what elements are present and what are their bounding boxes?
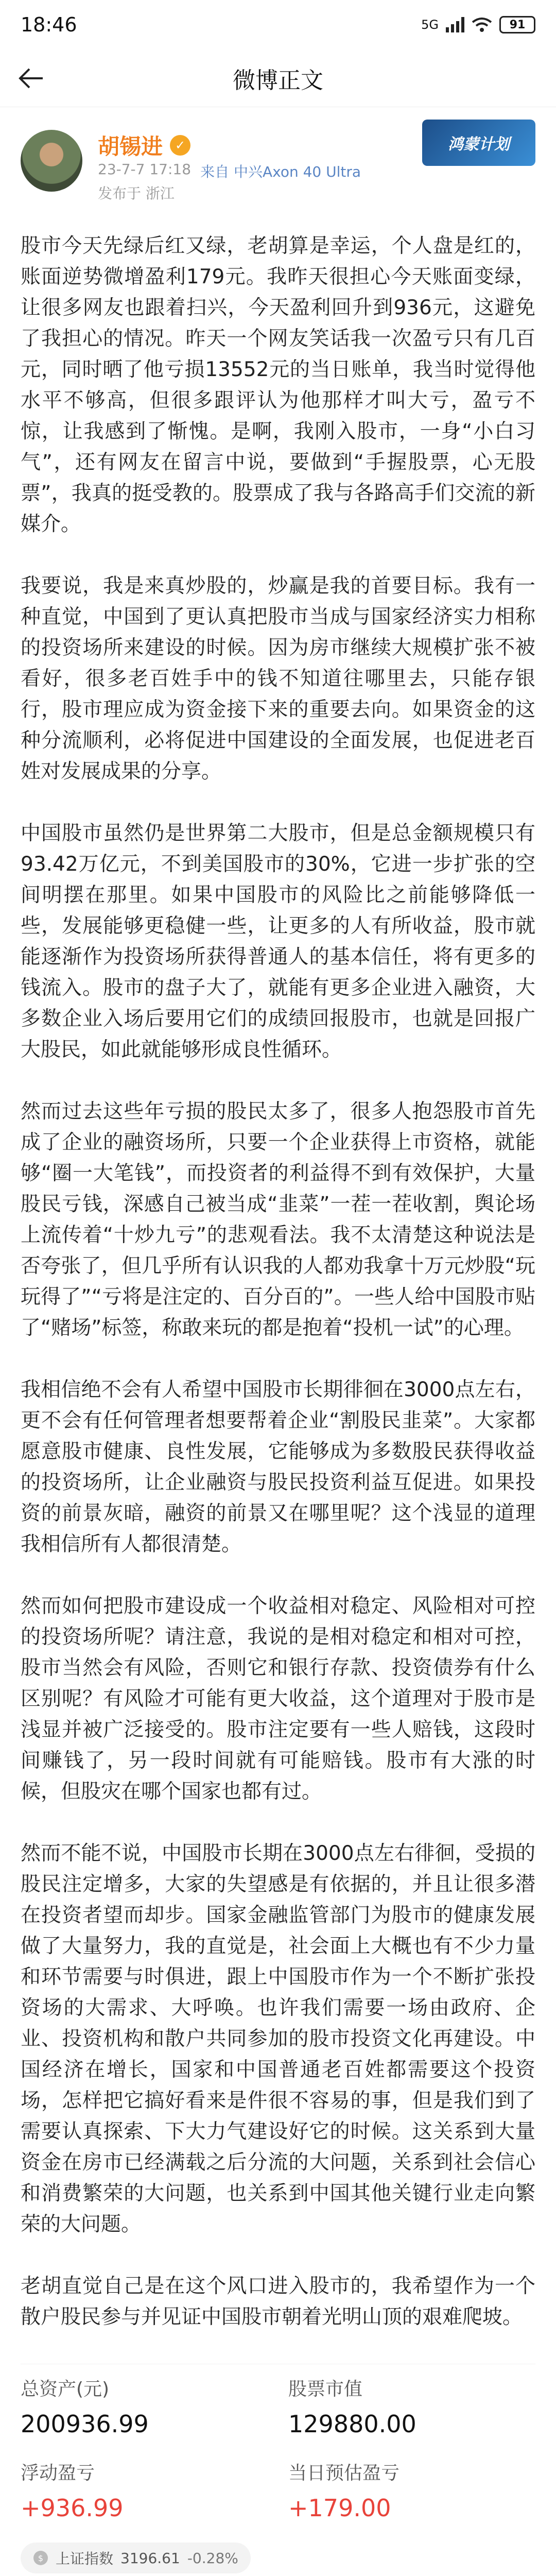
back-arrow-icon bbox=[18, 68, 44, 89]
wifi-icon bbox=[472, 17, 492, 32]
index-badge-icon bbox=[33, 2550, 48, 2566]
author-name-row bbox=[98, 130, 190, 161]
daily-pnl-label: 当日预估盈亏 bbox=[288, 2463, 400, 2484]
post-meta bbox=[98, 161, 361, 181]
author-header bbox=[0, 107, 556, 231]
nav-bar bbox=[0, 49, 556, 107]
svg-text:$: $ bbox=[38, 2553, 44, 2563]
post-source[interactable]: 来自 中兴Axon 40 Ultra bbox=[200, 163, 361, 180]
daily-pnl bbox=[288, 2459, 535, 2522]
total-assets-value: 200936.99 bbox=[21, 2410, 149, 2438]
asset-grid bbox=[21, 2375, 535, 2522]
network-label: 5G bbox=[421, 18, 439, 32]
page-title: 微博正文 bbox=[233, 67, 323, 94]
post-paragraph: 然而不能不说，中国股市长期在3000点左右徘徊，受损的股民注定增多，大家的失望感是有依据的，并且让很多潜在投资者望而却步。国家金融监管部门为股市的健康发展做了大量努力，我的直觉是，社会面上大概也有不少力量和环节需要与时俱进，跟上中国股市作为一个不断扩张投资场的大需求、大呼唤。也许我们需要一场由政府、企业、投资机构和散户共同参加的股市投资文化再建设。中国经济在增长，国家和中国普通老百姓都需要这个投资场，怎样把它搞好看来是件很不容易的事，但是我们到了需要认真探索、下大力气建设好它的时候。这关系到大量资金在房市已经满载之后分流的大问题，关系到社会信心和消费繁荣的大问题，也关系到中国其他关键行业走向繁荣的大问题。 bbox=[21, 1842, 535, 2236]
index-ticker[interactable] bbox=[21, 2543, 251, 2573]
index-name: 上证指数 bbox=[56, 2550, 114, 2567]
post-paragraph: 股市今天先绿后红又绿，老胡算是幸运，个人盘是红的，账面逆势微增盈利179元。我昨天很担心今天账面变绿，让很多网友也跟着扫兴，今天盈利回升到936元，这避免了我担心的情况。昨天一个网友笑话我一次盈亏只有几百元，同时晒了他亏损13552元的当日账单，我当时觉得他水平不够高，但很多跟评认为他那样才叫大亏，盈亏不惊，让我感到了惭愧。是啊，我刚入股市，一身“小白习气”，还有网友在留言中说，要做到“手握股票，心无股票”，我真的挺受教的。股票成了我与各路高手们交流的新媒介。 bbox=[21, 234, 535, 536]
post-paragraph: 我相信绝不会有人希望中国股市长期徘徊在3000点左右，更不会有任何管理者想要帮着企业“割股民韭菜”。大家都愿意股市健康、良性发展，它能够成为多数股民获得收益的投资场所，让企业融资与股民投资利益互促进。如果投资的前景灰暗，融资的前景又在哪里呢？这个浅显的道理我相信所有人都很清楚。 bbox=[21, 1378, 535, 1556]
total-assets bbox=[21, 2375, 268, 2438]
clock: 18:46 bbox=[21, 13, 77, 36]
post-paragraph: 然而如何把股市建设成一个收益相对稳定、风险相对可控的投资场所呢？请注意，我说的是相对稳定和相对可控，股市当然会有风险，否则它和银行存款、投资债券有什么区别呢？有风险才可能有更大收益，这个道理对于股市是浅显并被广泛接受的。股市注定要有一些人赔钱，这段时间赚钱了，另一段时间就有可能赔钱。股市有大涨的时候，但股灾在哪个国家也都有过。 bbox=[21, 1595, 535, 1803]
status-bar bbox=[0, 0, 556, 49]
post-paragraph: 老胡直觉自己是在这个风口进入股市的，我希望作为一个散户股民参与并见证中国股市朝着光明山顶的艰难爬坡。 bbox=[21, 2275, 535, 2329]
index-change: -0.28% bbox=[187, 2549, 238, 2567]
signal-icon bbox=[446, 17, 464, 32]
back-button[interactable] bbox=[10, 58, 51, 99]
floating-pnl bbox=[21, 2459, 268, 2522]
verified-badge-icon: ✓ bbox=[170, 135, 190, 156]
status-icons bbox=[421, 16, 535, 33]
post-paragraph: 然而过去这些年亏损的股民太多了，很多人抱怨股市首先成了企业的融资场所，只要一个企业获得上市资格，就能够“圈一大笔钱”，而投资者的利益得不到有效保护，大量股民亏钱，深感自己被当成“韭菜”一茬一茬收割，舆论场上流传着“十炒九亏”的悲观看法。我不太清楚这种说法是否夸张了，但几乎所有认识我的人都劝我拿十万元炒股“玩玩得了”“亏将是注定的、百分百的”。一些人给中国股市贴了“赌场”标签，称敢来玩的都是抱着“投机一试”的心理。 bbox=[21, 1100, 535, 1340]
stock-market-value-label: 股票市值 bbox=[288, 2379, 363, 2400]
asset-summary-card bbox=[21, 2364, 535, 2573]
floating-pnl-value: +936.99 bbox=[21, 2494, 124, 2522]
total-assets-label: 总资产(元) bbox=[21, 2379, 110, 2400]
post-body bbox=[0, 231, 556, 2333]
post-paragraph: 我要说，我是来真炒股的，炒赢是我的首要目标。我有一种直觉，中国到了更认真把股市当成与国家经济实力相称的投资场所来建设的时候。因为房市继续大规模扩张不被看好，很多老百姓手中的钱不知道往哪里去，只能存银行，股市理应成为资金接下来的重要去向。如果资金的这种分流顺利，必将促进中国建设的全面发展，也促进老百姓对发展成果的分享。 bbox=[21, 574, 535, 783]
stock-market-value bbox=[288, 2375, 535, 2438]
author-banner[interactable]: 鸿蒙计划 bbox=[422, 120, 535, 166]
avatar[interactable] bbox=[21, 130, 82, 192]
daily-pnl-value: +179.00 bbox=[288, 2494, 391, 2522]
post-time: 23-7-7 17:18 bbox=[98, 161, 192, 178]
index-value: 3196.61 bbox=[120, 2549, 180, 2567]
author-name[interactable]: 胡锡进 bbox=[98, 134, 163, 159]
stock-market-value-amount: 129880.00 bbox=[288, 2410, 416, 2438]
battery-icon: 91 bbox=[499, 16, 535, 33]
post-location: 发布于 浙江 bbox=[98, 185, 175, 202]
post-paragraph: 中国股市虽然仍是世界第二大股市，但是总金额规模只有93.42万亿元，不到美国股市的30%，它进一步扩张的空间明摆在那里。如果中国股市的风险比之前能够降低一些，发展能够更稳健一些，让更多的人有所收益，股市就能逐渐作为投资场所获得普通人的基本信任，将有更多的钱流入。股市的盘子大了，就能有更多企业进入融资，大多数企业入场后要用它们的成绩回报股市，也就是回报广大股民，如此就能够形成良性循环。 bbox=[21, 822, 535, 1061]
floating-pnl-label: 浮动盈亏 bbox=[21, 2463, 95, 2484]
